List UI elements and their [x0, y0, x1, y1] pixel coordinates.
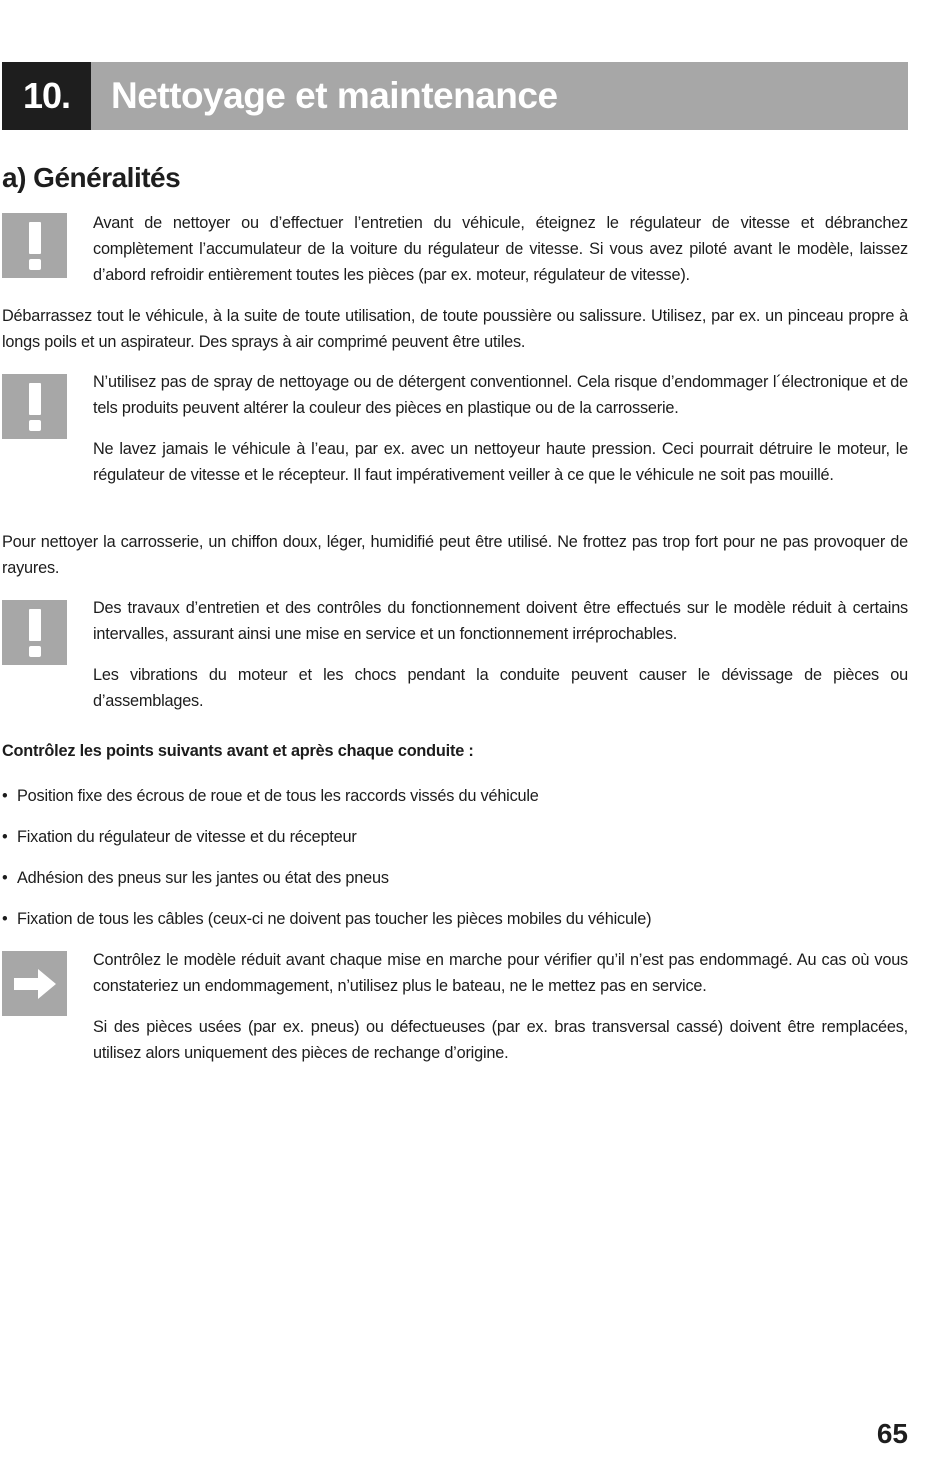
list-item [2, 783, 539, 809]
exclamation-icon [2, 374, 67, 439]
warning-text: Les vibrations du moteur et les chocs pendant la conduite peuvent causer le dévissage de pièces ou d’assemblages. [93, 666, 908, 710]
chapter-number: 10. [2, 62, 91, 130]
bullet-mark: • [2, 787, 8, 805]
list-item-text: Fixation de tous les câbles (ceux-ci ne doivent pas toucher les pièces mobiles du véhicule) [17, 910, 652, 928]
warning-block-2 [93, 369, 908, 488]
chapter-title: Nettoyage et maintenance [91, 62, 908, 130]
list-item-text: Fixation du régulateur de vitesse et du récepteur [17, 828, 357, 846]
note-block [93, 947, 908, 1066]
section-title: a) Généralités [2, 162, 181, 193]
warning-text: Avant de nettoyer ou d’effectuer l’entretien du véhicule, éteignez le régulateur de vitesse et débranchez complètement l’accumulateur de la voiture du régulateur de vitesse. Si vous avez piloté avant le modèle, laissez d’abord refroidir entièrement toutes les pièces (par ex. moteur, régulateur de vitesse). [93, 214, 908, 284]
list-item [2, 824, 357, 850]
warning-block-1 [93, 210, 908, 288]
paragraph-2 [2, 529, 908, 581]
chapter-header [2, 62, 908, 130]
list-item [2, 906, 651, 932]
note-text: Contrôlez le modèle réduit avant chaque mise en marche pour vérifier qu’il n’est pas endommagé. Au cas où vous constateriez un endommagement, n’utilisez plus le bateau, ne le mettez pas en service. [93, 951, 908, 995]
body-text: Débarrassez tout le véhicule, à la suite de toute utilisation, de toute poussière ou salissure. Utilisez, par ex. un pinceau propre à longs poils et un aspirateur. Des sprays à air comprimé peuvent être utiles. [2, 307, 908, 351]
list-item-text: Position fixe des écrous de roue et de tous les raccords vissés du véhicule [17, 787, 539, 805]
warning-text: Des travaux d’entretien et des contrôles du fonctionnement doivent être effectués sur le modèle réduit à certains intervalles, assurant ainsi une mise en service et un fonctionnement irréprochables. [93, 599, 908, 643]
arrow-right-icon [2, 951, 67, 1016]
warning-block-3 [93, 595, 908, 714]
body-text: Pour nettoyer la carrosserie, un chiffon doux, léger, humidifié peut être utilisé. Ne frottez pas trop fort pour ne pas provoquer de rayures. [2, 533, 908, 577]
exclamation-icon [2, 600, 67, 665]
page-number: 65 [876, 1418, 908, 1449]
paragraph-1 [2, 303, 908, 355]
warning-text: N’utilisez pas de spray de nettoyage ou de détergent conventionnel. Cela risque d’endommager l´électronique et de tels produits peuvent altérer la couleur des pièces en plastique ou de la carrosserie. [93, 373, 908, 417]
bullet-mark: • [2, 828, 8, 846]
list-item-text: Adhésion des pneus sur les jantes ou état des pneus [17, 869, 389, 887]
bullet-mark: • [2, 869, 8, 887]
checklist-heading: Contrôlez les points suivants avant et après chaque conduite : [2, 742, 474, 760]
warning-text: Ne lavez jamais le véhicule à l’eau, par ex. avec un nettoyeur haute pression. Ceci pourrait détruire le moteur, le régulateur de vitesse et le récepteur. Il faut impérativement veiller à ce que le véhicule ne soit pas mouillé. [93, 440, 908, 484]
exclamation-icon [2, 213, 67, 278]
list-item [2, 865, 389, 891]
bullet-mark: • [2, 910, 8, 928]
note-text: Si des pièces usées (par ex. pneus) ou défectueuses (par ex. bras transversal cassé) doivent être remplacées, utilisez alors uniquement des pièces de rechange d’origine. [93, 1018, 908, 1062]
